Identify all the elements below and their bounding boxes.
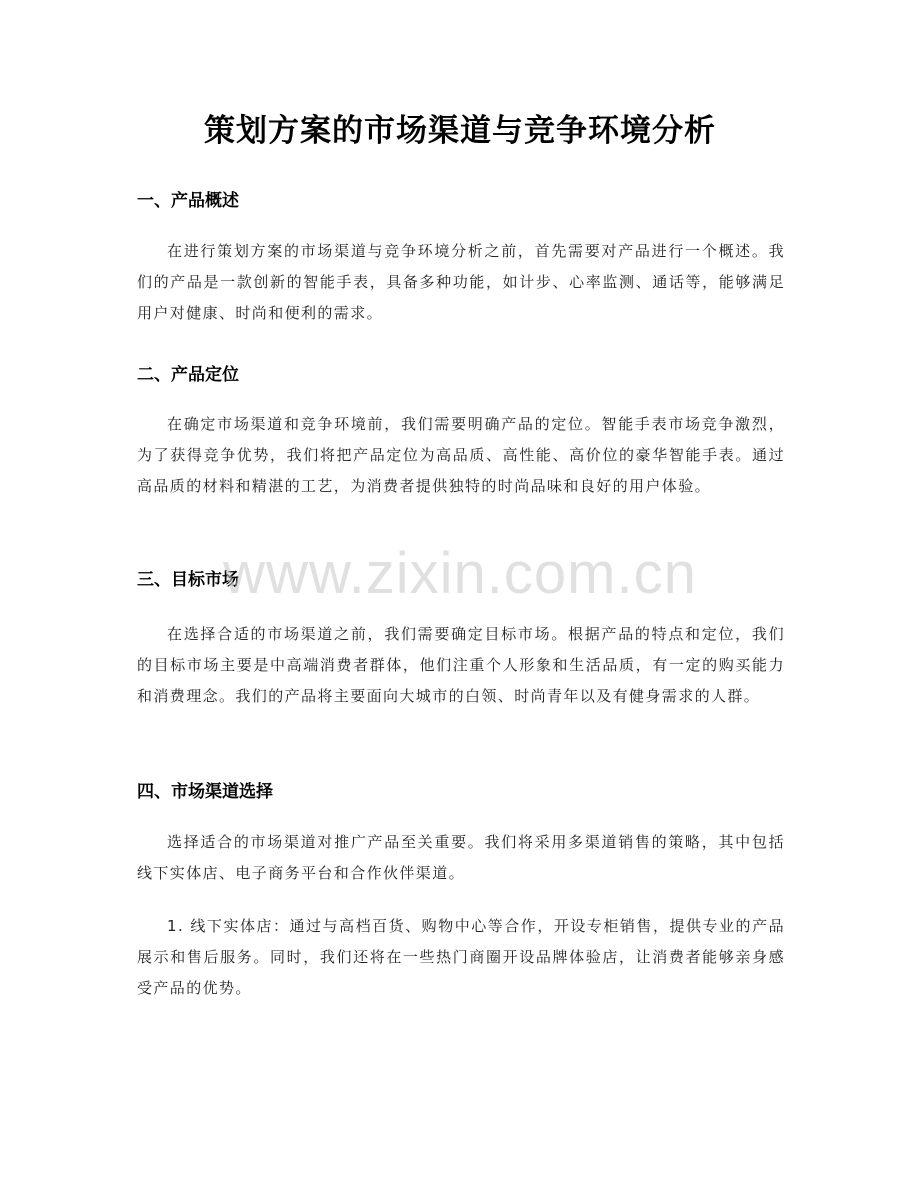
section-paragraph-channel-selection: 选择适合的市场渠道对推广产品至关重要。我们将采用多渠道销售的策略，其中包括线下实体店、电子商务平台和合作伙伴渠道。 (137, 833, 785, 882)
section-paragraph-positioning: 在确定市场渠道和竞争环境前，我们需要明确产品的定位。智能手表市场竞争激烈，为了获得竞争优势，我们将把产品定位为高品质、高性能、高价位的豪华智能手表。通过高品质的材料和精湛的工艺，为消费者提供独特的时尚品味和良好的用户体验。 (137, 415, 785, 495)
section-heading-positioning: 二、产品定位 (137, 365, 239, 385)
section-heading-overview: 一、产品概述 (137, 191, 239, 211)
section-heading-target-market: 三、目标市场 (137, 570, 239, 590)
section-paragraph-overview: 在进行策划方案的市场渠道与竞争环境分析之前，首先需要对产品进行一个概述。我们的产品是一款创新的智能手表，具备多种功能，如计步、心率监测、通话等，能够满足用户对健康、时尚和便利的需求。 (137, 242, 785, 322)
section-paragraph-offline-stores: 1. 线下实体店：通过与高档百货、购物中心等合作，开设专柜销售，提供专业的产品展示和售后服务。同时，我们还将在一些热门商圈开设品牌体验店，让消费者能够亲身感受产品的优势。 (137, 917, 785, 997)
section-heading-channel-selection: 四、市场渠道选择 (137, 782, 273, 802)
watermark: www.zixin.com.cn (223, 541, 697, 606)
section-paragraph-target-market: 在选择合适的市场渠道之前，我们需要确定目标市场。根据产品的特点和定位，我们的目标市场主要是中高端消费者群体，他们注重个人形象和生活品质，有一定的购买能力和消费理念。我们的产品将主要面向大城市的白领、时尚青年以及有健身需求的人群。 (137, 625, 785, 705)
document-title: 策划方案的市场渠道与竞争环境分析 (204, 113, 716, 149)
